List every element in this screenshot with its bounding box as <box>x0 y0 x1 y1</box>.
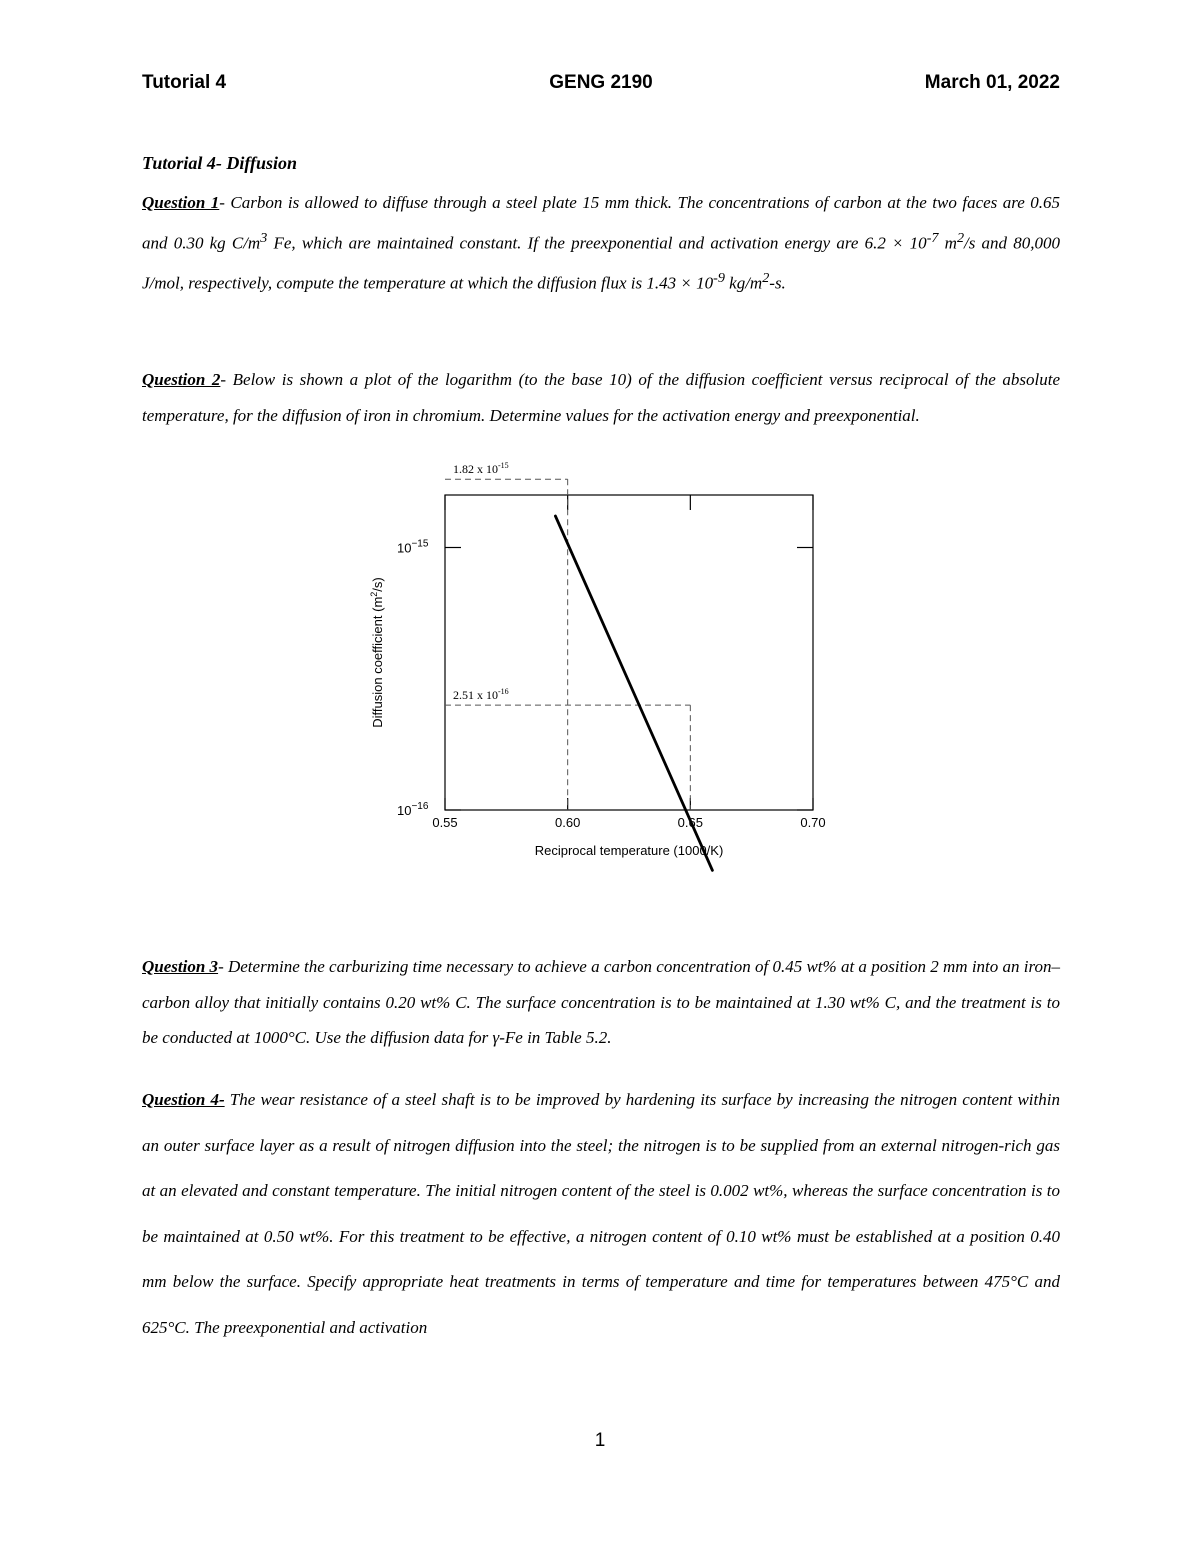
header-course-tutorial: Tutorial 4 <box>142 72 227 93</box>
diffusion-chart <box>360 461 840 880</box>
header-date: March 01, 2022 <box>924 72 1060 93</box>
question-2: Question 2- Below is shown a plot of the logarithm (to the base 10) of the diffusion coefficient versus reciprocal of the absolute temperature, for the diffusion of iron in chromium. Determine values for the activation energy and preexponential. <box>142 370 1061 425</box>
tick-marks <box>445 495 813 810</box>
y-tick-label: $10^{-15}$ <box>397 538 429 556</box>
question-4: Question 4- The wear resistance of a steel shaft is to be improved by hardening its surface by increasing the nitrogen content within an outer surface layer as a result of nitrogen diffusion into the steel; the nitrogen is to be supplied from an external nitrogen-rich gas at an elevated and constant temperature. The initial nitrogen content of the steel is 0.002 wt%, whereas the surface concentration is to be maintained at 0.50 wt%. For this treatment to be effective, a nitrogen content of 0.10 wt% must be established at a position 0.40 mm below the surface. Specify appropriate heat treatments in terms of temperature and time for temperatures between 475°C and 625°C. The preexponential and activation <box>142 1090 1060 1337</box>
x-tick-label: 0.65 <box>677 815 703 830</box>
question-2-label: Question 2 <box>142 370 221 389</box>
x-tick-label: 0.55 <box>432 815 458 830</box>
annotation-label: 2.51 x $10^{-16}$ <box>453 687 509 703</box>
document-title: Tutorial 4- Diffusion <box>142 153 298 173</box>
x-tick-label: 0.60 <box>555 815 581 830</box>
x-axis-label: Reciprocal temperature (1000/K) <box>534 843 724 858</box>
question-1: Question 1- Carbon is allowed to diffuse through a steel plate 15 mm thick. The concentrations of carbon at the two faces are 0.65 and 0.30 kg $C/m^3$ Fe, which are maintained constant. If the preexponential and activation energy are $6.2 \times 10^{-7}$ $m^2/s$ and 80,000 J/mol, respectively, compute the temperature at which the diffusion flux is $1.43 \times 10^{-9}$ $kg/m^2-s$. <box>142 193 1061 293</box>
page-header <box>142 72 1060 102</box>
guide-lines <box>445 479 690 810</box>
x-tick-label: 0.70 <box>800 815 826 830</box>
question-3: Question 3- Determine the carburizing time necessary to achieve a carbon concentration of 0.45 wt% at a position 2 mm into an iron–carbon alloy that initially contains 0.20 wt% C. The surface concentration is to be maintained at 1.30 wt% C, and the treatment is to be conducted at 1000°C. Use the diffusion data for γ-Fe in Table 5.2. <box>142 957 1060 1047</box>
chart-svg <box>360 461 840 875</box>
question-3-label: Question 3 <box>142 957 219 976</box>
y-tick-label: $10^{-16}$ <box>397 801 429 818</box>
y-axis-label: Diffusion coefficient $(m^2/s)$ <box>369 577 385 728</box>
question-4-label: Question 4- <box>142 1090 225 1109</box>
question-1-label: Question 1 <box>142 193 220 212</box>
annotation-label: 1.82 x $10^{-15}$ <box>453 461 509 477</box>
plot-frame <box>445 495 813 810</box>
header-course-code: GENG 2190 <box>549 72 653 93</box>
page-number: 1 <box>594 1430 606 1451</box>
